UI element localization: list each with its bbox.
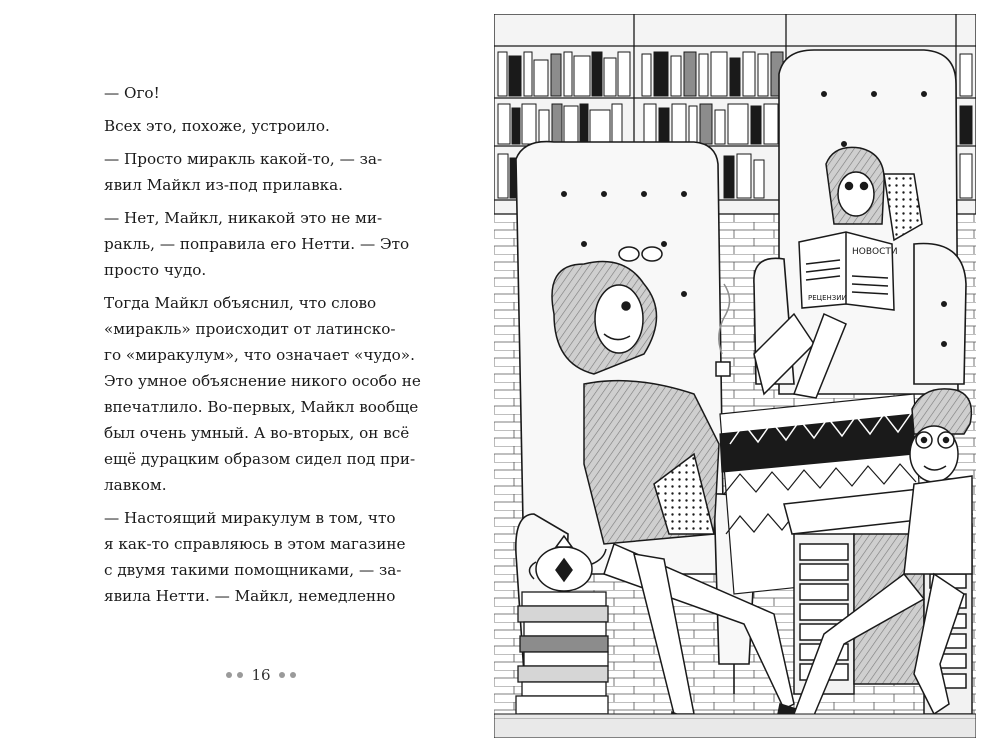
paragraph	[104, 205, 422, 283]
newspaper-section: РЕЦЕНЗИИ	[808, 294, 847, 302]
text-line: Всех это, похоже, устроило.	[104, 117, 330, 135]
folio-dots-right	[279, 672, 296, 678]
floor	[494, 714, 976, 738]
text-line: был очень умный. А во-вторых, он всё	[104, 424, 410, 442]
text-line: просто чудо.	[104, 261, 207, 279]
folio-dots-left	[226, 672, 243, 678]
text-line: — Ого!	[104, 84, 160, 102]
text-line: явил Майкл из-под прилавка.	[104, 176, 344, 194]
text-column	[104, 80, 422, 609]
paragraph	[104, 113, 422, 139]
illustration-canvas	[494, 14, 976, 738]
text-line: го «миракулум», что означает «чудо».	[104, 346, 415, 364]
newspaper-headline: НОВОСТИ	[852, 247, 898, 257]
text-line: лавком.	[104, 476, 167, 494]
text-line: я как-то справляюсь в этом магазине	[104, 535, 406, 553]
text-line: впечатлило. Во-первых, Майкл вообще	[104, 398, 419, 416]
paragraph	[104, 290, 422, 498]
text-line: явила Нетти. — Майкл, немедленно	[104, 587, 396, 605]
paragraph	[104, 505, 422, 609]
paragraph	[104, 146, 422, 198]
page-number	[216, 666, 306, 684]
text-line: ещё дурацким образом сидел под при-	[104, 450, 416, 468]
text-line: Это умное объяснение никого особо не	[104, 372, 421, 390]
text-line: — Настоящий миракулум в том, что	[104, 509, 396, 527]
text-line: — Просто миракль какой-то, — за-	[104, 150, 383, 168]
book-stack	[516, 592, 608, 730]
text-line: с двумя такими помощниками, — за-	[104, 561, 402, 579]
text-line: «миракль» происходит от латинско-	[104, 320, 396, 338]
page-number-text: 16	[251, 666, 271, 684]
text-line: — Нет, Майкл, никакой это не ми-	[104, 209, 383, 227]
text-line: ракль, — поправила его Нетти. — Это	[104, 235, 410, 253]
text-page	[0, 0, 470, 753]
paragraph	[104, 80, 422, 106]
bookshop-illustration	[494, 14, 976, 738]
text-line: Тогда Майкл объяснил, что слово	[104, 294, 377, 312]
